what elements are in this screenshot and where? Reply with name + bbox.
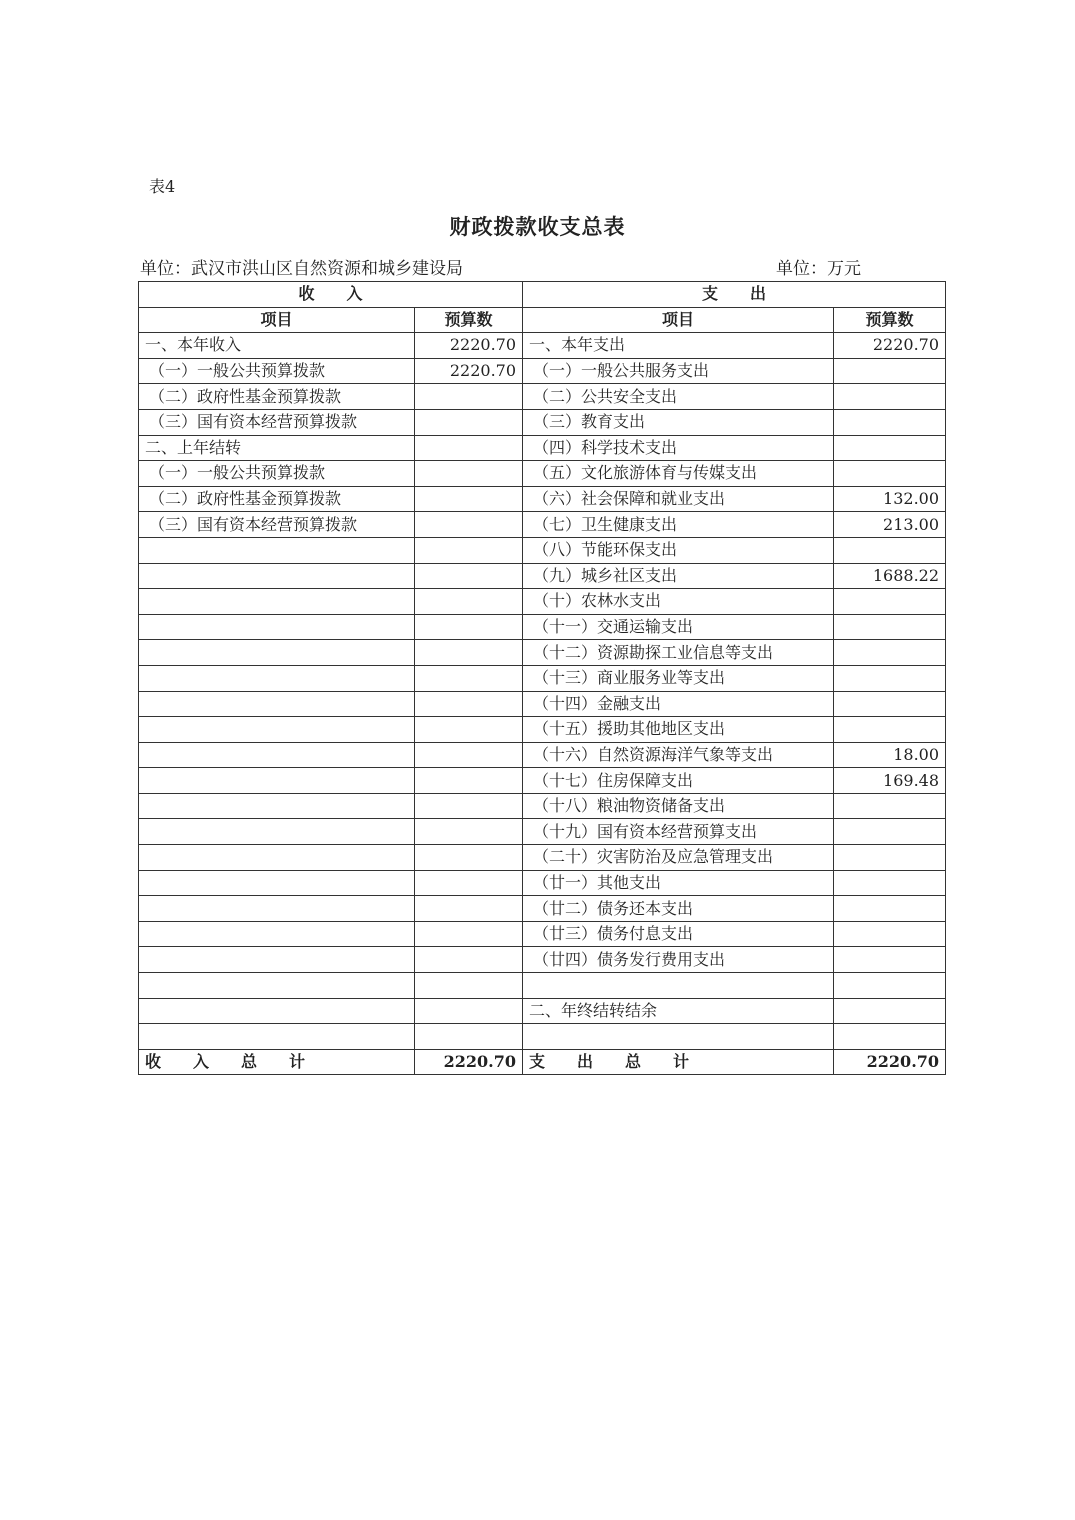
income-item-cell — [139, 896, 415, 922]
table-row — [139, 896, 946, 922]
table-row — [139, 742, 946, 768]
expense-item-cell: （十八）粮油物资储备支出 — [523, 793, 834, 819]
income-budget-cell — [415, 717, 523, 743]
income-budget-cell — [415, 973, 523, 999]
income-item-cell — [139, 973, 415, 999]
table-row — [139, 333, 946, 359]
expense-budget-cell: 132.00 — [834, 486, 946, 512]
income-item-cell — [139, 665, 415, 691]
unit-organization: 单位：武汉市洪山区自然资源和城乡建设局 — [140, 259, 463, 279]
table-number: 表4 — [149, 177, 176, 196]
table-row — [139, 845, 946, 871]
expense-total-value: 2220.70 — [834, 1049, 946, 1075]
table-row — [139, 921, 946, 947]
table-row — [139, 486, 946, 512]
expense-item-cell: （廿三）债务付息支出 — [523, 921, 834, 947]
expense-item-cell: （三）教育支出 — [523, 409, 834, 435]
income-budget-cell — [415, 921, 523, 947]
expense-budget-cell — [834, 537, 946, 563]
expense-budget-cell — [834, 819, 946, 845]
income-item-cell — [139, 793, 415, 819]
expense-item-cell: 二、年终结转结余 — [523, 998, 834, 1024]
income-item-cell: 二、上年结转 — [139, 435, 415, 461]
income-budget-cell — [415, 845, 523, 871]
expense-item-cell: （八）节能环保支出 — [523, 537, 834, 563]
expense-budget-cell — [834, 973, 946, 999]
total-row — [139, 1049, 946, 1075]
table-row — [139, 947, 946, 973]
expense-budget-cell — [834, 358, 946, 384]
section-header-row — [139, 282, 946, 308]
expense-item-cell: （廿二）债务还本支出 — [523, 896, 834, 922]
income-item-cell: （一）一般公共预算拨款 — [139, 358, 415, 384]
expense-item-cell: （十四）金融支出 — [523, 691, 834, 717]
income-item-cell — [139, 947, 415, 973]
income-item-cell — [139, 742, 415, 768]
table-row — [139, 819, 946, 845]
expense-item-cell: 一、本年支出 — [523, 333, 834, 359]
income-item-cell — [139, 819, 415, 845]
expense-budget-cell — [834, 1024, 946, 1050]
income-budget-cell — [415, 947, 523, 973]
expense-budget-cell — [834, 614, 946, 640]
income-budget-cell — [415, 998, 523, 1024]
table-row — [139, 563, 946, 589]
income-budget-cell — [415, 640, 523, 666]
expense-budget-cell — [834, 589, 946, 615]
expense-budget-cell — [834, 870, 946, 896]
table-row — [139, 435, 946, 461]
income-budget-cell — [415, 793, 523, 819]
income-total-value: 2220.70 — [415, 1049, 523, 1075]
expense-item-cell: （十三）商业服务业等支出 — [523, 665, 834, 691]
income-item-cell: （一）一般公共预算拨款 — [139, 461, 415, 487]
table-row — [139, 768, 946, 794]
expense-budget-cell — [834, 896, 946, 922]
table-row — [139, 409, 946, 435]
income-section-header: 收 入 — [139, 282, 523, 308]
income-budget-cell — [415, 486, 523, 512]
expense-budget-cell — [834, 640, 946, 666]
table-row — [139, 998, 946, 1024]
income-item-cell: （二）政府性基金预算拨款 — [139, 384, 415, 410]
expense-budget-cell — [834, 717, 946, 743]
expense-budget-cell — [834, 998, 946, 1024]
income-item-cell — [139, 563, 415, 589]
column-header-row — [139, 307, 946, 333]
table-row — [139, 537, 946, 563]
expense-item-cell: （十六）自然资源海洋气象等支出 — [523, 742, 834, 768]
table-row — [139, 1024, 946, 1050]
income-budget-cell — [415, 691, 523, 717]
table-row — [139, 691, 946, 717]
income-item-cell — [139, 870, 415, 896]
expense-budget-cell — [834, 665, 946, 691]
expense-item-cell: （十二）资源勘探工业信息等支出 — [523, 640, 834, 666]
table-row — [139, 973, 946, 999]
expense-budget-cell — [834, 691, 946, 717]
income-budget-cell — [415, 409, 523, 435]
income-budget-cell: 2220.70 — [415, 333, 523, 359]
fiscal-appropriation-table — [138, 281, 946, 1075]
income-item-cell: 一、本年收入 — [139, 333, 415, 359]
expense-budget-cell — [834, 921, 946, 947]
expense-budget-cell — [834, 384, 946, 410]
expense-item-cell: （九）城乡社区支出 — [523, 563, 834, 589]
income-item-cell — [139, 998, 415, 1024]
income-item-cell — [139, 537, 415, 563]
expense-budget-cell — [834, 435, 946, 461]
expense-item-header: 项目 — [523, 307, 834, 333]
expense-budget-cell: 1688.22 — [834, 563, 946, 589]
expense-budget-cell — [834, 845, 946, 871]
expense-budget-cell — [834, 793, 946, 819]
income-budget-header: 预算数 — [415, 307, 523, 333]
income-budget-cell — [415, 589, 523, 615]
table-row — [139, 640, 946, 666]
expense-item-cell — [523, 973, 834, 999]
expense-budget-cell: 18.00 — [834, 742, 946, 768]
expense-budget-header: 预算数 — [834, 307, 946, 333]
table-row — [139, 461, 946, 487]
income-item-cell: （二）政府性基金预算拨款 — [139, 486, 415, 512]
table-row — [139, 665, 946, 691]
income-budget-cell — [415, 870, 523, 896]
expense-item-cell: （十七）住房保障支出 — [523, 768, 834, 794]
table-row — [139, 512, 946, 538]
income-budget-cell — [415, 768, 523, 794]
expense-budget-cell — [834, 461, 946, 487]
income-budget-cell — [415, 435, 523, 461]
expense-item-cell: （十九）国有资本经营预算支出 — [523, 819, 834, 845]
income-budget-cell — [415, 614, 523, 640]
table-row — [139, 589, 946, 615]
income-budget-cell — [415, 461, 523, 487]
income-item-cell — [139, 921, 415, 947]
income-budget-cell — [415, 384, 523, 410]
income-budget-cell — [415, 1024, 523, 1050]
expense-item-cell — [523, 1024, 834, 1050]
expense-item-cell: （七）卫生健康支出 — [523, 512, 834, 538]
expense-item-cell: （十五）援助其他地区支出 — [523, 717, 834, 743]
expense-total-label: 支 出 总 计 — [523, 1049, 834, 1075]
expense-item-cell: （廿一）其他支出 — [523, 870, 834, 896]
expense-budget-cell: 213.00 — [834, 512, 946, 538]
expense-budget-cell: 169.48 — [834, 768, 946, 794]
income-budget-cell — [415, 742, 523, 768]
income-item-cell — [139, 717, 415, 743]
expense-item-cell: （廿四）债务发行费用支出 — [523, 947, 834, 973]
income-item-cell — [139, 691, 415, 717]
expense-item-cell: （二十）灾害防治及应急管理支出 — [523, 845, 834, 871]
income-budget-cell: 2220.70 — [415, 358, 523, 384]
income-budget-cell — [415, 896, 523, 922]
table-row — [139, 384, 946, 410]
income-item-cell: （三）国有资本经营预算拨款 — [139, 512, 415, 538]
income-budget-cell — [415, 665, 523, 691]
income-total-label: 收 入 总 计 — [139, 1049, 415, 1075]
expense-item-cell: （二）公共安全支出 — [523, 384, 834, 410]
expense-budget-cell — [834, 947, 946, 973]
unit-currency: 单位：万元 — [776, 259, 861, 279]
income-item-cell — [139, 589, 415, 615]
expense-budget-cell: 2220.70 — [834, 333, 946, 359]
income-budget-cell — [415, 512, 523, 538]
expense-section-header: 支 出 — [523, 282, 946, 308]
income-item-cell — [139, 1024, 415, 1050]
income-budget-cell — [415, 819, 523, 845]
income-item-cell — [139, 614, 415, 640]
income-budget-cell — [415, 537, 523, 563]
income-item-cell — [139, 845, 415, 871]
page-title: 财政拨款收支总表 — [449, 214, 626, 239]
expense-item-cell: （十一）交通运输支出 — [523, 614, 834, 640]
expense-item-cell: （四）科学技术支出 — [523, 435, 834, 461]
table-row — [139, 717, 946, 743]
expense-item-cell: （十）农林水支出 — [523, 589, 834, 615]
income-item-cell — [139, 640, 415, 666]
expense-budget-cell — [834, 409, 946, 435]
table-row — [139, 870, 946, 896]
table-row — [139, 614, 946, 640]
income-item-cell — [139, 768, 415, 794]
table-row — [139, 793, 946, 819]
income-item-header: 项目 — [139, 307, 415, 333]
income-item-cell: （三）国有资本经营预算拨款 — [139, 409, 415, 435]
expense-item-cell: （五）文化旅游体育与传媒支出 — [523, 461, 834, 487]
income-budget-cell — [415, 563, 523, 589]
expense-item-cell: （一）一般公共服务支出 — [523, 358, 834, 384]
table-row — [139, 358, 946, 384]
expense-item-cell: （六）社会保障和就业支出 — [523, 486, 834, 512]
